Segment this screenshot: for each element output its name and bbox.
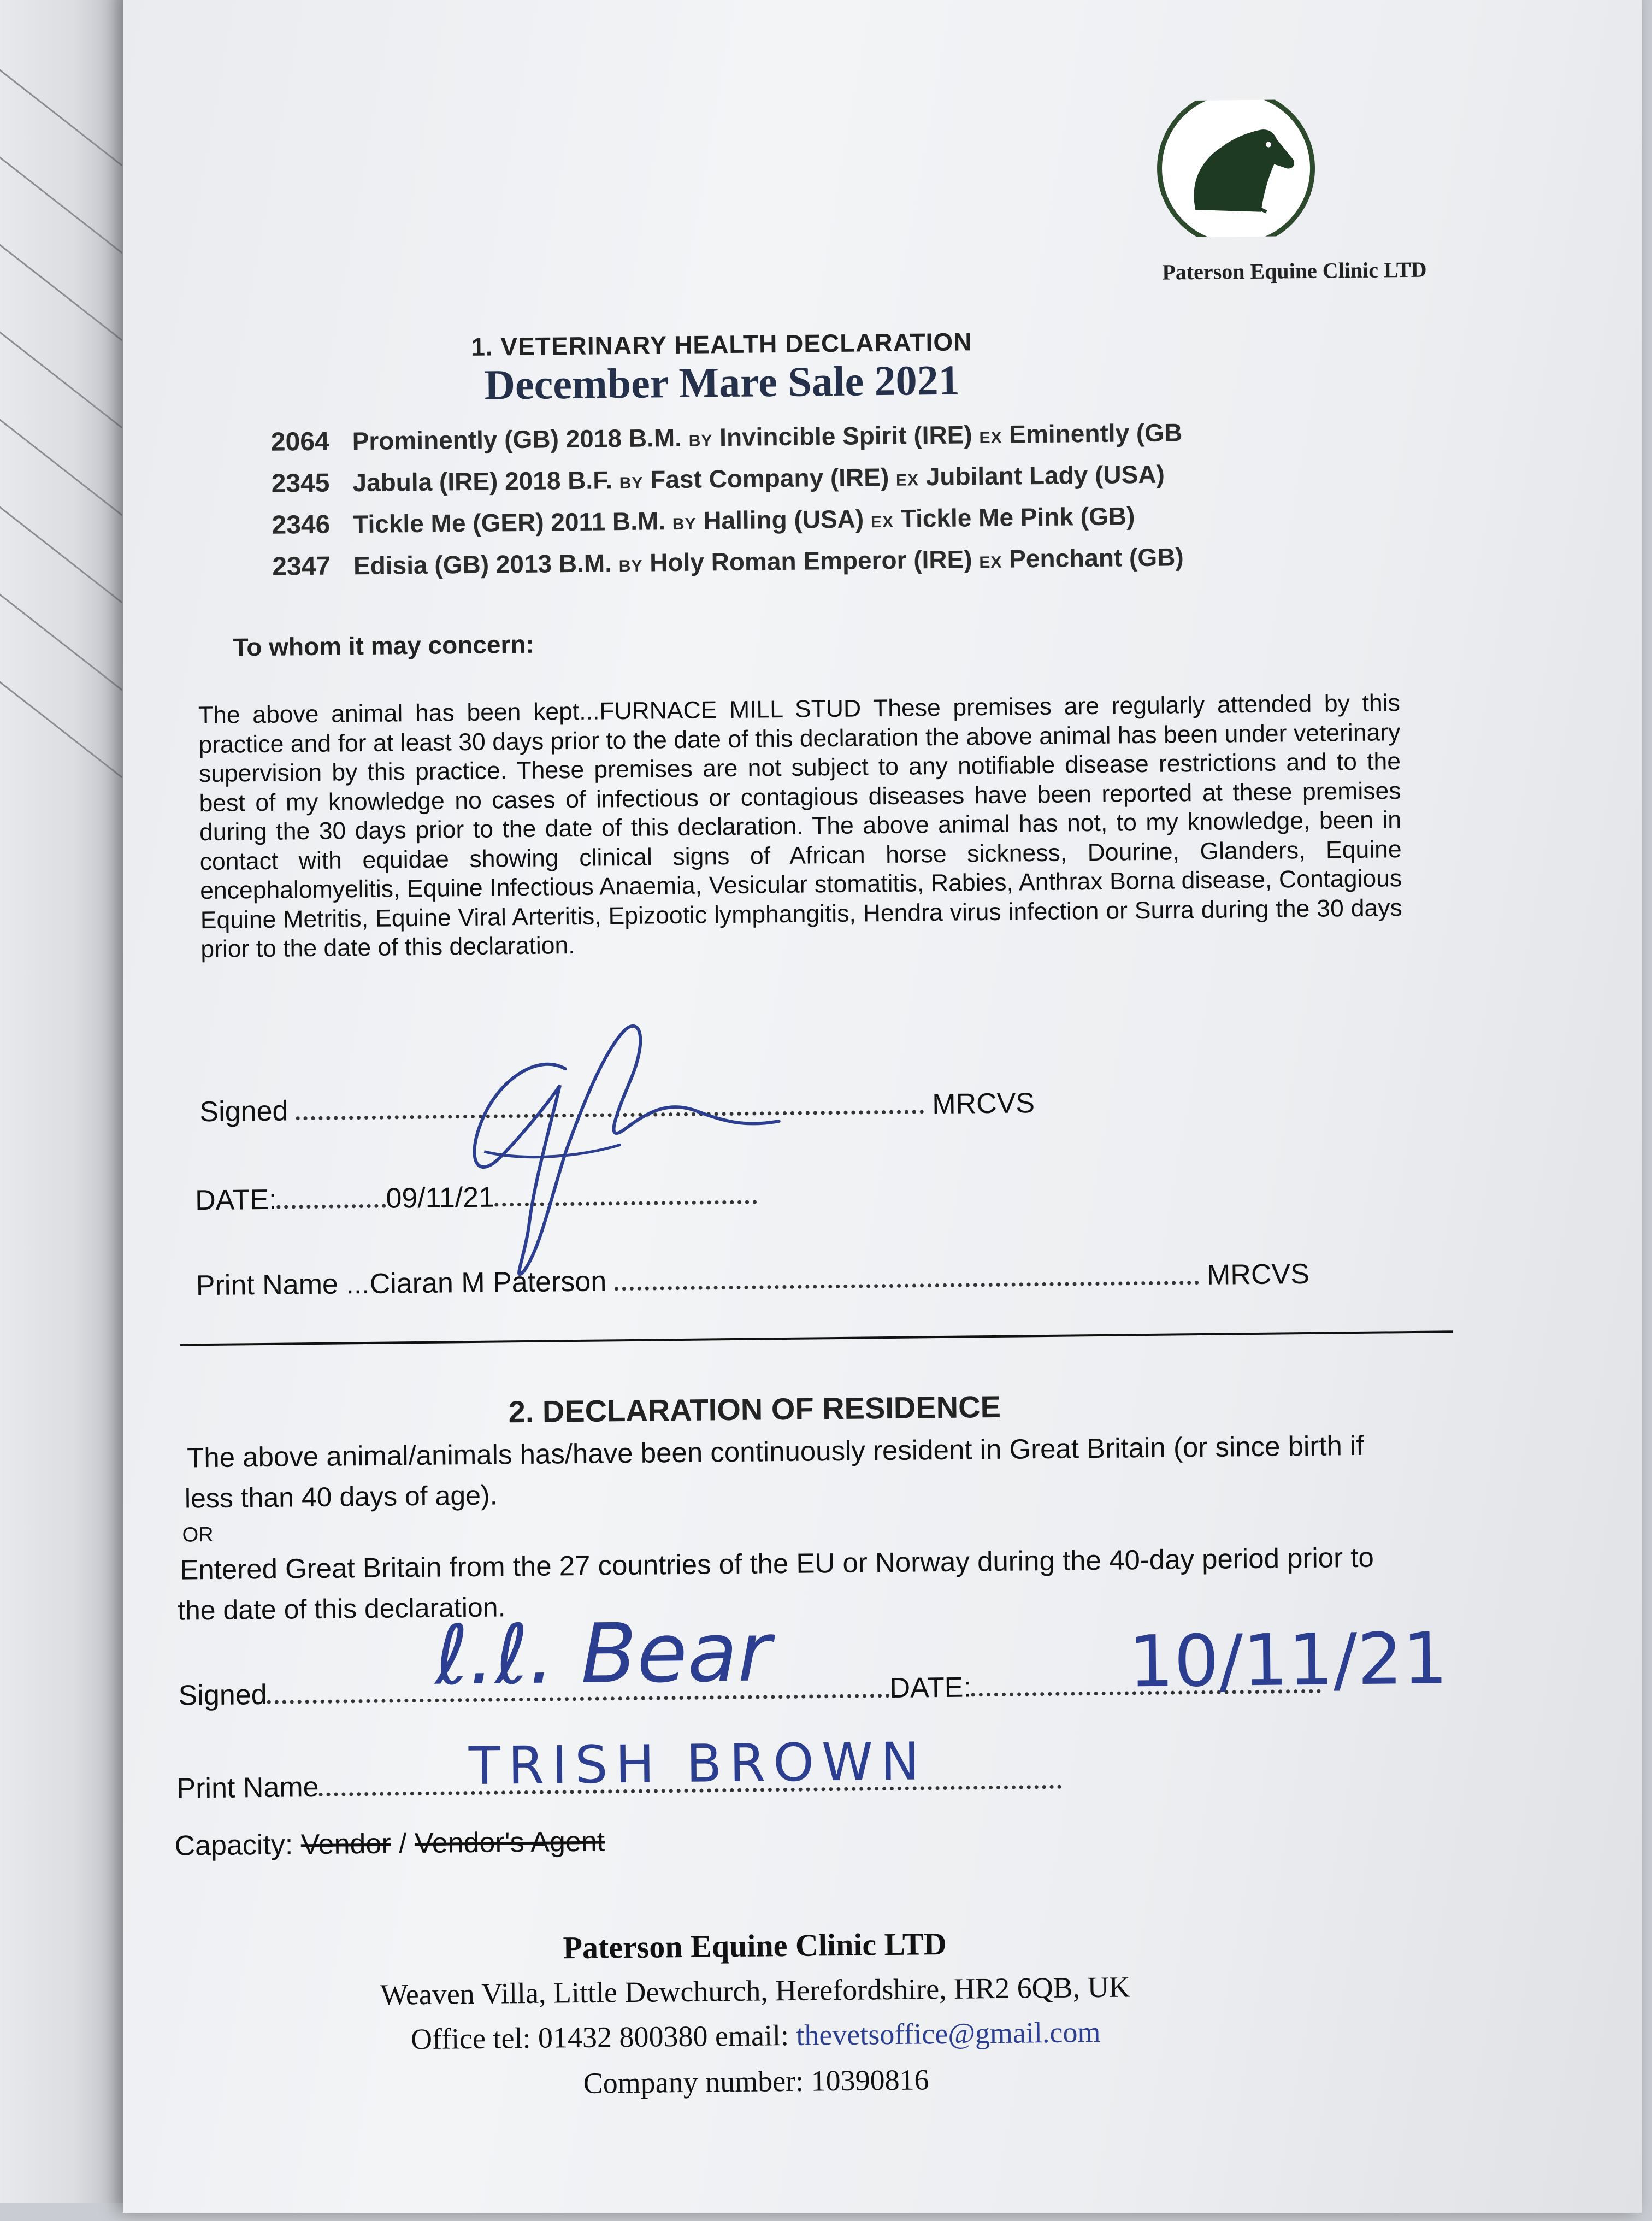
- vet-signature-icon: [439, 1017, 825, 1327]
- section2-heading: 2. DECLARATION OF RESIDENCE: [508, 1389, 1001, 1429]
- declaration-page: [123, 0, 1642, 2213]
- footer-email-link[interactable]: thevetsoffice@gmail.com: [796, 2016, 1101, 2052]
- horse-row: 2346 Tickle Me (GER) 2011 B.M. BY Halling (USA) EX Tickle Me Pink (GB): [272, 502, 1135, 540]
- vendor-date-handwritten: 10/11/21: [1128, 1617, 1448, 1704]
- footer-clinic-name: Paterson Equine Clinic LTD: [563, 1925, 947, 1966]
- section1-heading: 1. VETERINARY HEALTH DECLARATION: [471, 327, 972, 361]
- footer-address: Weaven Villa, Little Dewchurch, Herefordshire, HR2 6QB, UK: [380, 1970, 1130, 2011]
- horse-row: 2345 Jabula (IRE) 2018 B.F. BY Fast Company (IRE) EX Jubilant Lady (USA): [271, 459, 1165, 498]
- residence-or: OR: [182, 1523, 214, 1547]
- capacity-field: Capacity: Vendor / Vendor's Agent: [174, 1825, 605, 1862]
- vendor-signature-icon: ℓ.ℓ. Bear: [434, 1605, 772, 1704]
- vendor-print-name-handwritten: TRISH BROWN: [468, 1731, 928, 1797]
- clinic-name-header: Paterson Equine Clinic LTD: [1162, 257, 1427, 285]
- horse-row: 2064 Prominently (GB) 2018 B.M. BY Invincible Spirit (IRE) EX Eminently (GB: [270, 418, 1183, 457]
- residence-line: Entered Great Britain from the 27 countries of the EU or Norway during the 40-day period prior to: [179, 1541, 1374, 1586]
- vet-signed-field: Signed MRCVS: [199, 1087, 1035, 1128]
- residence-line: the date of this declaration.: [177, 1592, 506, 1626]
- horse-row: 2347 Edisia (GB) 2013 B.M. BY Holy Roman Emperor (IRE) EX Penchant (GB): [272, 543, 1184, 581]
- binder-edge: [0, 0, 126, 2203]
- vet-print-name-field: Print Name ...Ciaran M Paterson MRCVS: [196, 1258, 1310, 1302]
- residence-line: less than 40 days of age).: [184, 1480, 498, 1514]
- footer-contact: Office tel: 01432 800380 email: thevetsoffice@gmail.com: [410, 2016, 1101, 2056]
- vendor-signed-field: Signed DATE:: [178, 1668, 1321, 1712]
- vendor-print-name-field: Print Name: [176, 1763, 1062, 1805]
- residence-line: The above animal/animals has/have been continuously resident in Great Britain (or since birth if: [186, 1429, 1364, 1474]
- salutation: To whom it may concern:: [233, 629, 535, 662]
- declaration-body: The above animal has been kept...FURNACE MILL STUD These premises are regularly attended by this practice and for at least 30 days prior to the date of this declaration the above animal has been under veterinary supervision by this practice. These premises are not subject to any notifiable disease restrictions and to the best of my knowledge no cases of infectious or contagious diseases have been reported at these premises during the 30 days prior to the date of this declaration. The above animal has not, to my knowledge, been in contact with equidae showing clinical signs of African horse sickness, Dourine, Glanders, Equine encephalomyelitis, Equine Infectious Anaemia, Vesicular stomatitis, Rabies, Anthrax Borna disease, Contagious Equine Metritis, Equine Viral Arteritis, Epizootic lymphangitis, Hendra virus infection or Surra during the 30 days prior to the date of this declaration.: [198, 690, 1402, 963]
- footer-company-number: Company number: 10390816: [583, 2063, 929, 2100]
- sale-title: December Mare Sale 2021: [484, 356, 960, 409]
- horse-head-logo-icon: [1156, 99, 1316, 238]
- vet-date-field: DATE: 09/11/21: [195, 1179, 757, 1217]
- section-divider: [180, 1330, 1453, 1346]
